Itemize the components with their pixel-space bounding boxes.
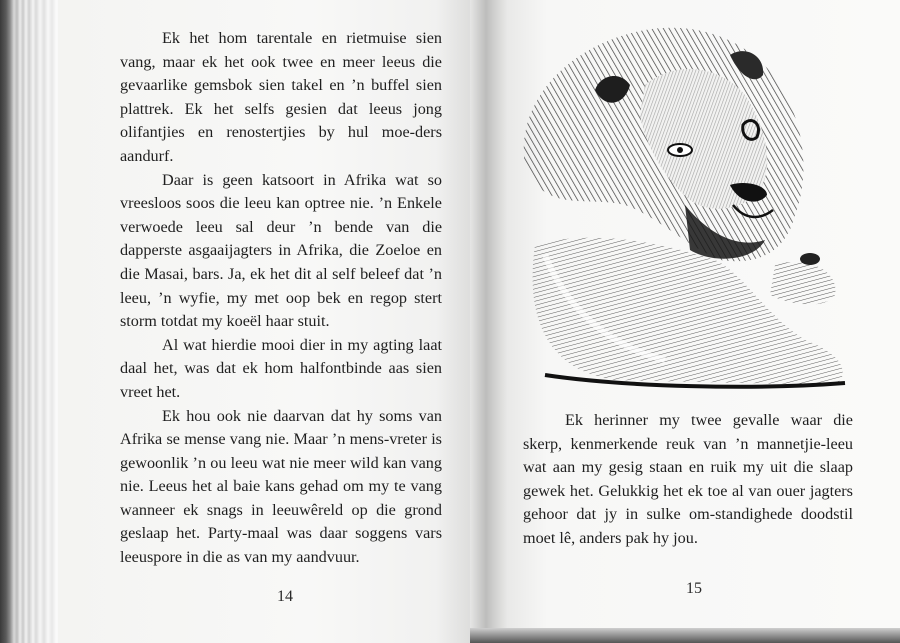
book-gutter [470, 0, 510, 643]
page-shadow [470, 628, 900, 643]
page-edges [0, 0, 62, 643]
page-number-left: 14 [277, 588, 293, 605]
paragraph: Ek herinner my twee gevalle waar die skerp, kenmerkende reuk van ’n mannetjie-leeu wat aan my gesig staan en ruik my uit die slaap gewek het. Gelukkig het ek toe al van ouer jagters gehoor dat jy in sulke om-standighede doodstil moet lê, anders pak hy jou. [523, 411, 853, 547]
paragraph: Ek hou ook nie daarvan dat hy soms van Afrika se mense vang nie. Maar ’n mens-vreter is gewoonlik ’n ou leeu wat nie meer wild kan vang nie. Leeus het al baie kans gehad om my te vang wanneer ek snags in leeuwêreld op die grond geslaap het. Party-maal was daar soggens vars leeuspore in die as van my aandvuur. [120, 406, 442, 567]
paragraph: Daar is geen katsoort in Afrika wat so vreesloos soos die leeu kan optree nie. ’n Enkele verwoede leeu sal deur ’n bende van die dapperste asgaaijagters in Afrika, die Zoeloe en die Masai, bars. Ja, ek het dit al self beleef dat ’n leeu, ’n wyfie, my met oop bek en regop stert storm totdat my koeël haar stuit. [120, 170, 442, 331]
right-page-text [523, 409, 853, 551]
paragraph: Ek het hom tarentale en rietmuise sien vang, maar ek het ook twee en meer leeus die gevaarlike gemsbok sien takel en ’n buffel sien plattrek. Ek het selfs gesien dat leeus jong olifantjies en renostertjies by hul moe-ders aandurf. [120, 29, 442, 165]
page-number-right: 15 [686, 580, 702, 597]
left-page-text [120, 27, 442, 570]
lion-illustration [505, 15, 860, 400]
paragraph: Al wat hierdie mooi dier in my agting laat daal het, was dat ek hom halfontbinde aas sien vreet het. [120, 335, 442, 401]
